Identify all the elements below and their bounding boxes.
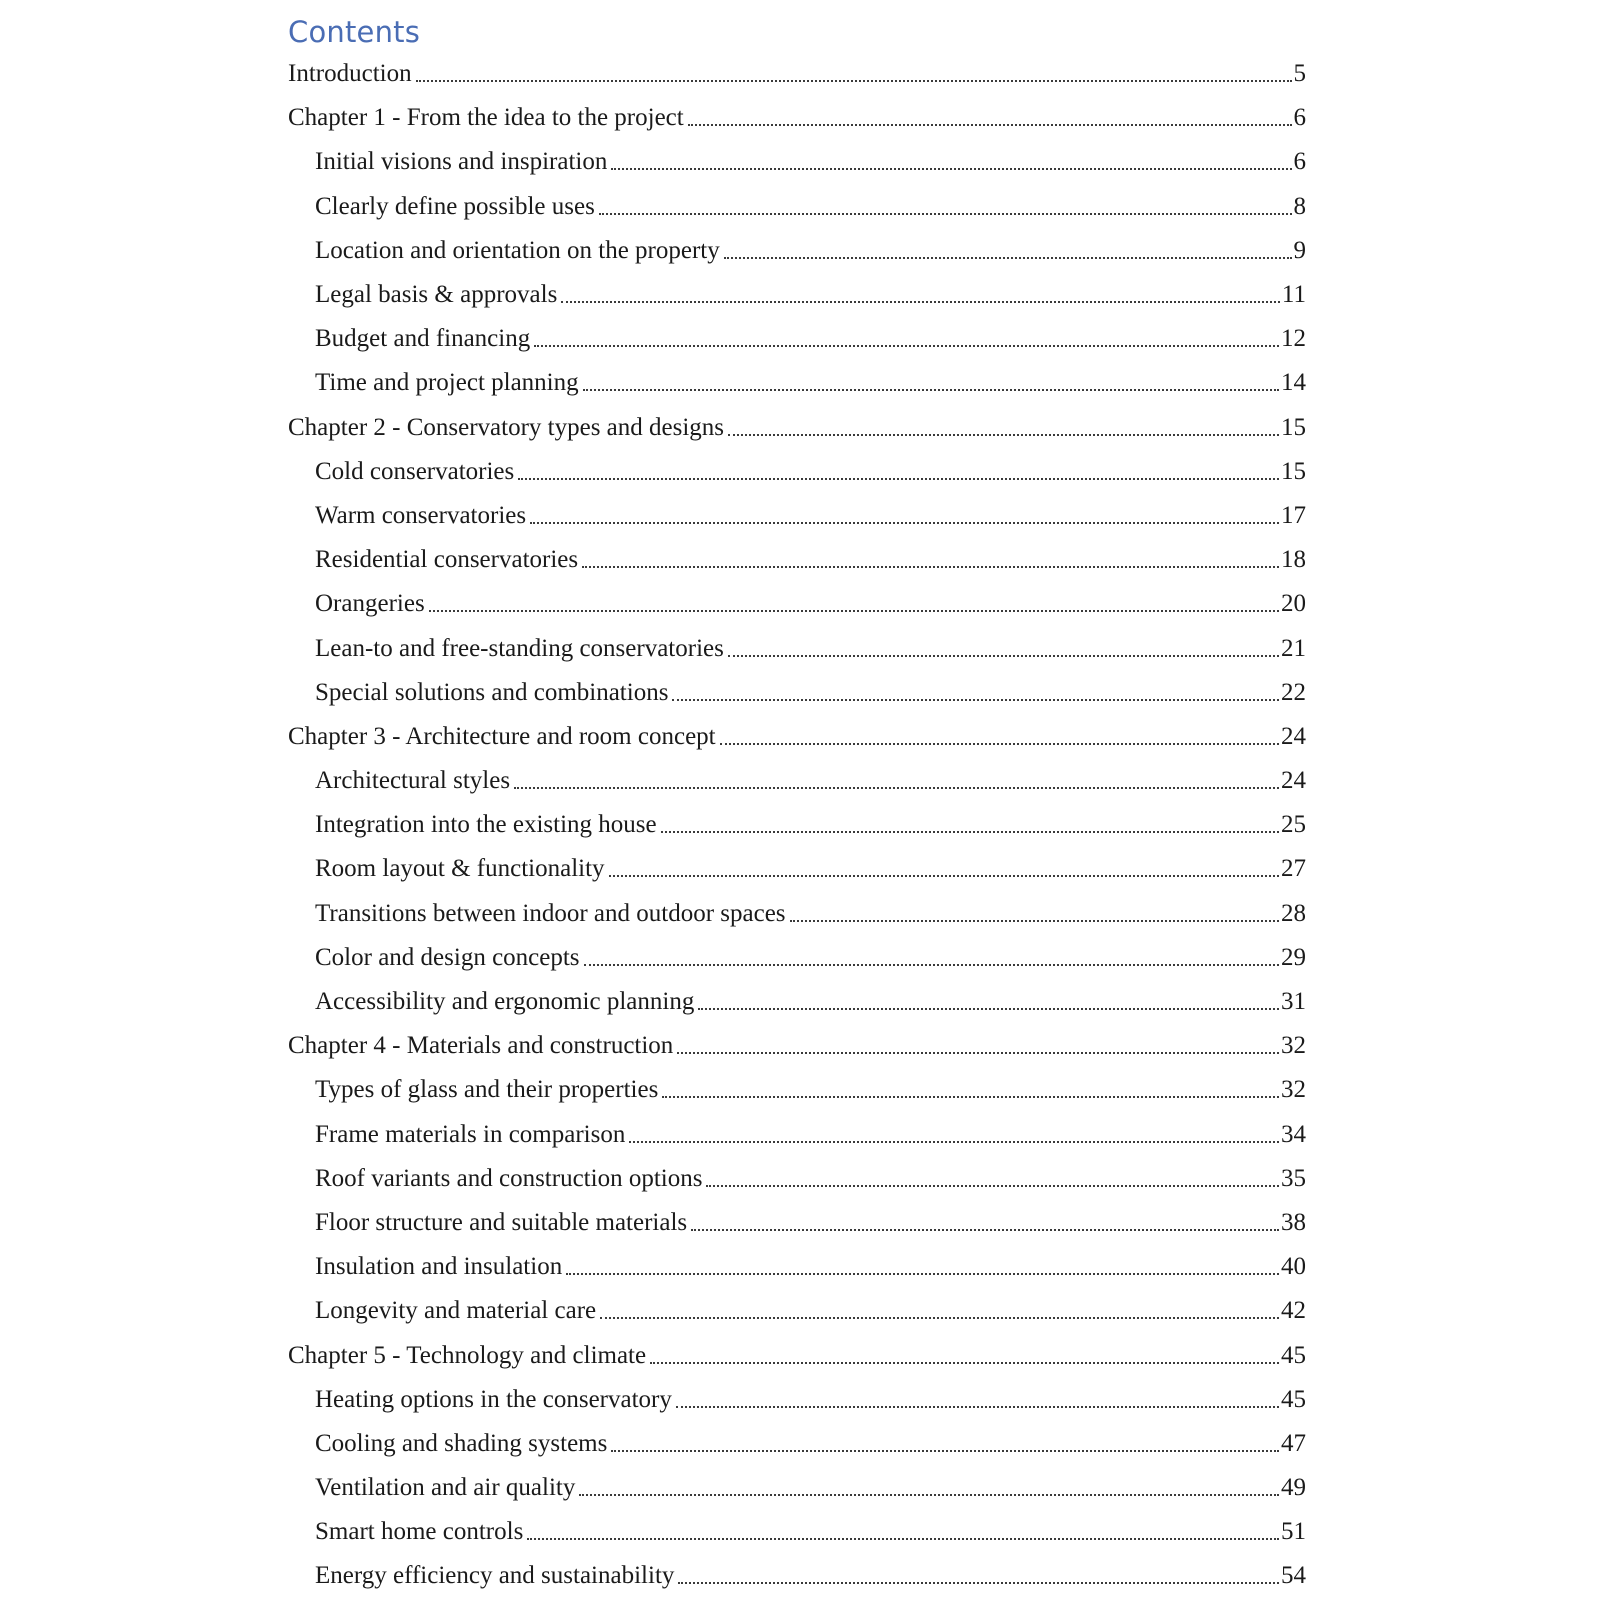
toc-entry-page-number: 5	[1293, 60, 1306, 88]
toc-leader-dots	[650, 1362, 1279, 1364]
toc-entry-section[interactable]	[288, 1201, 1306, 1245]
toc-leader-dots	[678, 1582, 1279, 1584]
toc-entry-section[interactable]	[288, 140, 1306, 184]
toc-leader-dots	[720, 743, 1279, 745]
toc-entry-title: Cold conservatories	[315, 457, 515, 485]
toc-leader-dots	[429, 610, 1279, 612]
toc-leader-dots	[609, 875, 1279, 877]
toc-leader-dots	[677, 1052, 1279, 1054]
toc-entry-section[interactable]	[288, 1378, 1306, 1422]
toc-entry-title: Lean-to and free-standing conservatories	[315, 634, 724, 662]
toc-entry-section[interactable]	[288, 1245, 1306, 1289]
toc-entry-page-number: 24	[1281, 722, 1306, 750]
toc-entry-section[interactable]	[288, 229, 1306, 273]
toc-entry-section[interactable]	[288, 361, 1306, 405]
toc-entry-title: Chapter 4 - Materials and construction	[288, 1032, 674, 1060]
toc-leader-dots	[790, 920, 1279, 922]
toc-leader-dots	[661, 831, 1279, 833]
toc-entry-chapter[interactable]	[288, 52, 1306, 96]
toc-entry-section[interactable]	[288, 803, 1306, 847]
toc-entry-page-number: 9	[1293, 236, 1306, 264]
toc-entry-page-number: 6	[1293, 148, 1306, 176]
toc-entry-title: Cooling and shading systems	[315, 1429, 608, 1457]
toc-entry-title: Transitions between indoor and outdoor spaces	[315, 899, 786, 927]
toc-entry-title: Smart home controls	[315, 1518, 524, 1546]
toc-entry-section[interactable]	[288, 892, 1306, 936]
toc-entry-section[interactable]	[288, 1289, 1306, 1333]
toc-entry-page-number: 40	[1281, 1253, 1306, 1281]
toc-leader-dots	[582, 566, 1279, 568]
toc-entry-section[interactable]	[288, 450, 1306, 494]
toc-leader-dots	[662, 1096, 1279, 1098]
toc-leader-dots	[691, 1229, 1279, 1231]
toc-entry-chapter[interactable]	[288, 96, 1306, 140]
toc-entry-title: Chapter 2 - Conservatory types and designs	[288, 413, 725, 441]
toc-entry-title: Heating options in the conservatory	[315, 1385, 672, 1413]
toc-entry-title: Chapter 3 - Architecture and room concept	[288, 722, 716, 750]
toc-entry-title: Warm conservatories	[315, 501, 527, 529]
toc-leader-dots	[514, 787, 1279, 789]
toc-entry-title: Orangeries	[315, 590, 425, 618]
toc-entry-title: Accessibility and ergonomic planning	[315, 988, 695, 1016]
toc-entry-page-number: 25	[1281, 811, 1306, 839]
toc-entry-title: Budget and financing	[315, 325, 531, 353]
toc-entry-section[interactable]	[288, 936, 1306, 980]
toc-entry-section[interactable]	[288, 1466, 1306, 1510]
toc-entry-title: Roof variants and construction options	[315, 1164, 703, 1192]
toc-entry-section[interactable]	[288, 1113, 1306, 1157]
toc-leader-dots	[584, 964, 1279, 966]
toc-entry-page-number: 24	[1281, 767, 1306, 795]
toc-leader-dots	[728, 434, 1279, 436]
toc-entry-page-number: 18	[1281, 546, 1306, 574]
toc-entry-title: Integration into the existing house	[315, 811, 657, 839]
toc-entry-page-number: 17	[1281, 501, 1306, 529]
toc-leader-dots	[583, 389, 1279, 391]
toc-entry-page-number: 29	[1281, 943, 1306, 971]
toc-entry-section[interactable]	[288, 1554, 1306, 1598]
toc-entry-page-number: 51	[1281, 1518, 1306, 1546]
toc-entry-page-number: 45	[1281, 1341, 1306, 1369]
toc-leader-dots	[724, 257, 1292, 259]
toc-entry-page-number: 11	[1281, 281, 1306, 309]
toc-leader-dots	[611, 1450, 1279, 1452]
toc-entry-section[interactable]	[288, 538, 1306, 582]
toc-entry-page-number: 49	[1281, 1474, 1306, 1502]
toc-entry-title: Insulation and insulation	[315, 1253, 563, 1281]
toc-entry-title: Location and orientation on the property	[315, 236, 720, 264]
toc-entry-chapter[interactable]	[288, 1024, 1306, 1068]
toc-entry-chapter[interactable]	[288, 406, 1306, 450]
toc-entry-title: Room layout & functionality	[315, 855, 605, 883]
toc-leader-dots	[599, 213, 1292, 215]
toc-leader-dots	[579, 1494, 1279, 1496]
toc-leader-dots	[698, 1008, 1279, 1010]
toc-entry-page-number: 12	[1281, 325, 1306, 353]
toc-entry-title: Ventilation and air quality	[315, 1474, 576, 1502]
toc-entry-page-number: 28	[1281, 899, 1306, 927]
toc-entry-section[interactable]	[288, 671, 1306, 715]
toc-entry-page-number: 22	[1281, 678, 1306, 706]
toc-entry-page-number: 15	[1281, 413, 1306, 441]
toc-entry-page-number: 34	[1281, 1120, 1306, 1148]
toc-entry-page-number: 20	[1281, 590, 1306, 618]
toc-entry-section[interactable]	[288, 1510, 1306, 1554]
toc-entry-chapter[interactable]	[288, 715, 1306, 759]
toc-entry-title: Frame materials in comparison	[315, 1120, 626, 1148]
toc-entry-section[interactable]	[288, 1157, 1306, 1201]
toc-entry-title: Legal basis & approvals	[315, 281, 558, 309]
toc-entry-section[interactable]	[288, 626, 1306, 670]
toc-entry-page-number: 27	[1281, 855, 1306, 883]
toc-entry-section[interactable]	[288, 980, 1306, 1024]
toc-leader-dots	[518, 478, 1279, 480]
toc-entry-page-number: 45	[1281, 1385, 1306, 1413]
toc-entry-section[interactable]	[288, 494, 1306, 538]
toc-entry-page-number: 8	[1293, 192, 1306, 220]
toc-entry-page-number: 32	[1281, 1032, 1306, 1060]
toc-leader-dots	[527, 1538, 1279, 1540]
toc-entry-title: Chapter 1 - From the idea to the project	[288, 104, 684, 132]
toc-entry-page-number: 47	[1281, 1429, 1306, 1457]
toc-leader-dots	[676, 1406, 1279, 1408]
toc-entry-page-number: 35	[1281, 1164, 1306, 1192]
toc-entry-section[interactable]	[288, 1422, 1306, 1466]
toc-entry-title: Color and design concepts	[315, 943, 580, 971]
toc-leader-dots	[534, 345, 1279, 347]
toc-entry-title: Types of glass and their properties	[315, 1076, 659, 1104]
toc-leader-dots	[728, 655, 1279, 657]
toc-entry-page-number: 38	[1281, 1208, 1306, 1236]
toc-entry-page-number: 31	[1281, 988, 1306, 1016]
toc-heading: Contents	[288, 15, 421, 49]
toc-leader-dots	[416, 80, 1292, 82]
toc-entry-section[interactable]	[288, 317, 1306, 361]
toc-entry-page-number: 21	[1281, 634, 1306, 662]
toc-leader-dots	[600, 1317, 1279, 1319]
toc-leader-dots	[672, 699, 1279, 701]
toc-entry-section[interactable]	[288, 185, 1306, 229]
toc-entry-title: Longevity and material care	[315, 1297, 597, 1325]
toc-entry-title: Time and project planning	[315, 369, 579, 397]
toc-leader-dots	[688, 124, 1292, 126]
toc-entry-section[interactable]	[288, 759, 1306, 803]
toc-entry-section[interactable]	[288, 847, 1306, 891]
toc-list	[288, 52, 1306, 1599]
toc-entry-title: Initial visions and inspiration	[315, 148, 608, 176]
toc-entry-page-number: 54	[1281, 1562, 1306, 1590]
toc-entry-title: Energy efficiency and sustainability	[315, 1562, 675, 1590]
toc-entry-title: Residential conservatories	[315, 546, 579, 574]
toc-leader-dots	[530, 522, 1279, 524]
toc-entry-title: Architectural styles	[315, 767, 511, 795]
toc-entry-page-number: 42	[1281, 1297, 1306, 1325]
toc-entry-section[interactable]	[288, 273, 1306, 317]
toc-entry-page-number: 6	[1293, 104, 1306, 132]
toc-entry-section[interactable]	[288, 582, 1306, 626]
toc-entry-title: Introduction	[288, 60, 412, 88]
toc-entry-title: Clearly define possible uses	[315, 192, 595, 220]
toc-entry-title: Floor structure and suitable materials	[315, 1208, 688, 1236]
toc-entry-page-number: 32	[1281, 1076, 1306, 1104]
toc-leader-dots	[611, 168, 1291, 170]
toc-entry-title: Chapter 5 - Technology and climate	[288, 1341, 647, 1369]
toc-leader-dots	[706, 1185, 1279, 1187]
toc-entry-section[interactable]	[288, 1068, 1306, 1112]
toc-leader-dots	[566, 1273, 1279, 1275]
toc-entry-page-number: 14	[1281, 369, 1306, 397]
toc-entry-page-number: 15	[1281, 457, 1306, 485]
toc-leader-dots	[629, 1141, 1279, 1143]
toc-leader-dots	[561, 301, 1280, 303]
toc-entry-chapter[interactable]	[288, 1333, 1306, 1377]
toc-entry-title: Special solutions and combinations	[315, 678, 669, 706]
